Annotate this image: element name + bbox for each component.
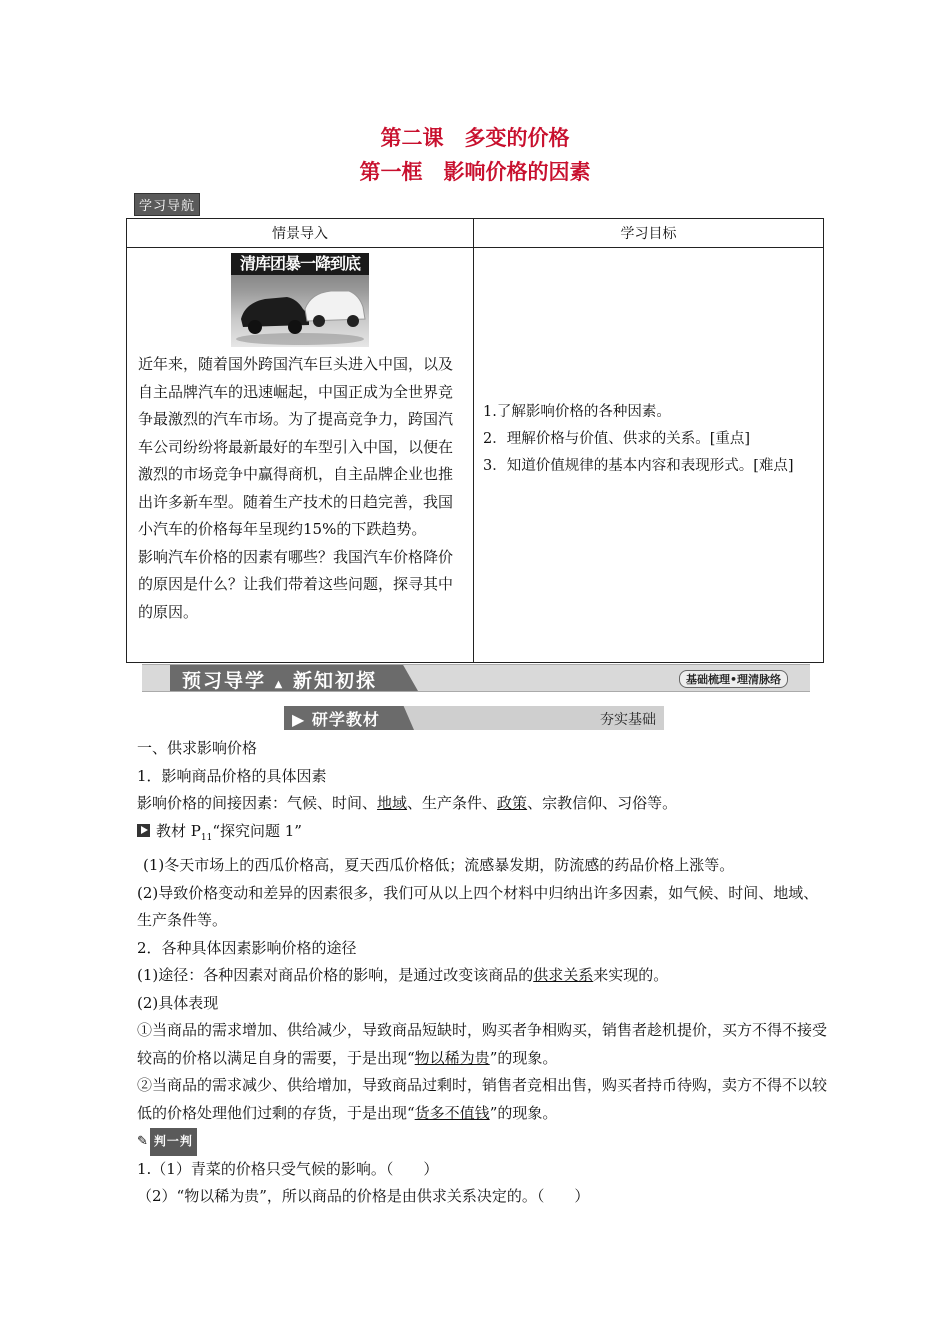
play-icon: ▶: [292, 710, 306, 729]
car-silhouettes-icon: [231, 253, 369, 347]
study-banner-tag: 夯实基础: [600, 712, 656, 728]
pen-icon: ✎: [137, 1134, 148, 1149]
study-banner: [284, 706, 664, 730]
study-banner-title: [292, 707, 380, 730]
perf2-text-b: ”的现象。: [489, 1103, 558, 1122]
preview-banner-title: [182, 666, 377, 693]
path-text: [137, 962, 827, 990]
scene-cell: [127, 248, 474, 663]
preview-banner-left: 预习导学: [182, 670, 267, 692]
item1-text-a: 影响价格的间接因素：气候、时间、: [137, 794, 378, 812]
textbook-quote: “探究问题 1”: [212, 821, 302, 840]
preview-banner-tag: 基础梳理•理清脉络: [679, 670, 788, 688]
preview-banner: [142, 664, 810, 692]
textbook-ref: [137, 818, 827, 853]
car-promo-image: [231, 253, 369, 347]
goal-2: 2．理解价格与价值、供求的关系。[重点]: [483, 431, 751, 447]
scene-paragraph-1: 近年来，随着国外跨国汽车巨头进入中国，以及自主品牌汽车的迅速崛起，中国正成为全世界竞争最激烈的汽车市场。为了提高竞争力，跨国汽车公司纷纷将最新最好的车型引入中国，以便在激烈的市场竞争中赢得商机，自主品牌企业也推出许多新车型。随着生产技术的日趋完善，我国小汽车的价格每年呈现约15%的下跌趋势。: [138, 355, 454, 538]
scene-paragraph-2: 影响汽车价格的因素有哪些？我国汽车价格降价的原因是什么？让我们带着这些问题，探寻其中的原因。: [138, 547, 454, 621]
item1-underline-1: 地域: [377, 794, 408, 812]
item1-text-b: 、生产条件、: [407, 794, 498, 812]
preview-banner-mid: 新知初探: [292, 670, 377, 692]
play-box-icon: [137, 824, 150, 837]
goals-cell: [474, 248, 824, 663]
section-heading: 一、供求影响价格: [137, 739, 258, 757]
textbook-ref-text: 教材 P: [156, 821, 201, 840]
study-banner-left: 研学教材: [311, 710, 380, 729]
perf1-text-a: ①当商品的需求增加、供给减少，导致商品短缺时，购买者争相购买，销售者趁机提价，买方不得不接受较高的价格以满足自身的需要，于是出现“: [137, 1021, 828, 1067]
perf1-text-b: ”的现象。: [489, 1048, 558, 1067]
main-content: [137, 735, 827, 1211]
car-promo-banner: 清库团暴一降到底: [231, 253, 369, 275]
judge-1: 1.（1）青菜的价格只受气候的影响。（ ）: [137, 1159, 439, 1178]
scene-header: 情景导入: [127, 219, 474, 248]
goal-3: 3．知道价值规律的基本内容和表现形式。[难点]: [483, 458, 794, 474]
item1-title: 1．影响商品价格的具体因素: [137, 766, 327, 785]
textbook-page: 11: [200, 832, 213, 843]
frame-title: 第一框 影响价格的因素: [359, 160, 591, 184]
path-underline: 供求关系: [533, 966, 594, 984]
item1-text-c: 、宗教信仰、习俗等。: [527, 794, 678, 812]
nav-badge: 学习导航: [134, 193, 200, 216]
item1-underline-2: 政策: [497, 794, 528, 812]
goals-header: 学习目标: [474, 219, 824, 248]
learning-nav-table: [126, 218, 824, 663]
perf-title: (2)具体表现: [137, 993, 219, 1012]
judge-2: （2）“物以稀为贵”，所以商品的价格是由供求关系决定的。（ ）: [137, 1187, 590, 1205]
answer-2: (2)导致价格变动和差异的因素很多，我们可从以上四个材料中归纳出许多因素，如气候、时间、地域、生产条件等。: [137, 883, 819, 929]
triangle-icon: ▲: [274, 679, 285, 690]
judge-badge: 判一判: [150, 1128, 197, 1156]
answer-1: (1)冬天市场上的西瓜价格高，夏天西瓜价格低；流感暴发期，防流感的药品价格上涨等。: [143, 856, 735, 874]
item2-title: 2．各种具体因素影响价格的途径: [137, 938, 357, 957]
perf1-underline: 物以稀为贵: [414, 1048, 490, 1067]
perf2-underline: 货多不值钱: [414, 1103, 490, 1122]
item1-text: [137, 790, 827, 818]
path-text-a: (1)途径：各种因素对商品价格的影响，是通过改变该商品的: [137, 966, 534, 984]
judge-heading: [137, 1127, 827, 1156]
perf-2: [137, 1072, 827, 1127]
path-text-b: 来实现的。: [593, 966, 669, 984]
lesson-title: 第二课 多变的价格: [380, 126, 570, 150]
perf2-text-a: ②当商品的需求减少、供给增加，导致商品过剩时，销售者竞相出售，购买者持币待购，卖方不得不以较低的价格处理他们过剩的存货，于是出现“: [137, 1076, 828, 1122]
perf-1: [137, 1017, 827, 1072]
goal-1: 1.了解影响价格的各种因素。: [483, 404, 671, 420]
